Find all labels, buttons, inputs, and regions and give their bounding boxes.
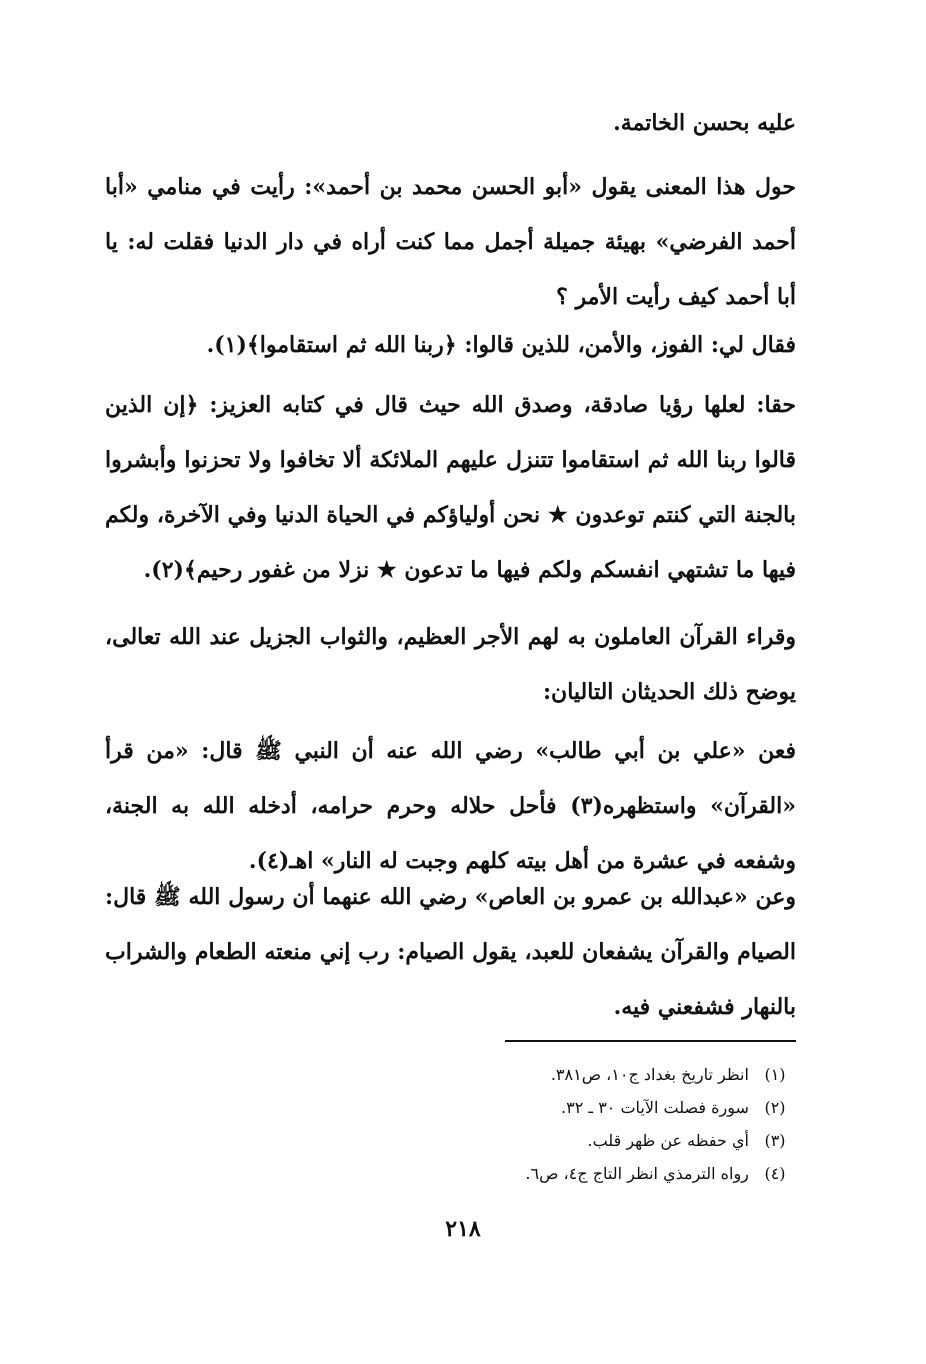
paragraph-4-quran-verse: حقا: لعلها رؤيا صادقة، وصدق الله حيث قال في كتابه العزيز: ﴿إن الذين قالوا ربنا الله ثم استقاموا تتنزل عليهم الملائكة ألا تخافوا ولا تحزنوا وأبشروا بالجنة التي كنتم توعدون ★ نحن أولياؤكم في الحياة الدنيا وفي الآخرة، ولكم فيها ما تشتهي انفسكم ولكم فيها ما تدعون ★ نزلا من غفور رحيم﴾(٢). (105, 392, 796, 583)
paragraph-7-hadith: وعن «عبدالله بن عمرو بن العاص» رضي الله عنهما أن رسول الله ﷺ قال: الصيام والقرآن يشفعان للعبد، يقول الصيام: رب إني منعته الطعام والشراب بالنهار فشفعني فيه. (105, 884, 796, 1020)
paragraph-1: عليه بحسن الخاتمة. (613, 110, 796, 136)
footnote-4 (300, 1157, 796, 1190)
footnote-2 (300, 1091, 796, 1124)
paragraph-2: حول هذا المعنى يقول «أبو الحسن محمد بن أحمد»: رأيت في منامي «أبا أحمد الفرضي» بهيئة جميلة أجمل مما كنت أراه في دار الدنيا فقلت له: يا أبا أحمد كيف رأيت الأمر ؟ (105, 174, 796, 310)
paragraph-5: وقراء القرآن العاملون به لهم الأجر العظيم، والثواب الجزيل عند الله تعالى، يوضح ذلك الحديثان التاليان: (105, 624, 796, 705)
paragraph-6-hadith: فعن «علي بن أبي طالب» رضي الله عنه أن النبي ﷺ قال: «من قرأ «القرآن» واستظهره(٣) فأحل حلاله وحرم حرامه، أدخله الله به الجنة، وشفعه في عشرة من أهل بيته كلهم وجبت له النار» اهـ(٤). (105, 738, 796, 874)
page-number: ٢١٨ (445, 1216, 481, 1242)
footnote-number: (٣) (764, 1131, 786, 1150)
footnote-divider (505, 1040, 796, 1042)
footnote-number: (٤) (764, 1164, 786, 1183)
footnote-number: (١) (764, 1065, 786, 1084)
footnote-text: انظر تاريخ بغداد ج١٠، ص٣٨١. (550, 1065, 749, 1084)
footnote-text: رواه الترمذي انظر التاج ج٤، ص٦. (525, 1164, 749, 1183)
footnote-number: (٢) (764, 1098, 786, 1117)
footnote-1 (300, 1058, 796, 1091)
footnote-text: أي حفظه عن ظهر قلب. (587, 1131, 749, 1150)
paragraph-3: فقال لي: الفوز، والأمن، للذين قالوا: ﴿ربنا الله ثم استقاموا﴾(١). (206, 332, 796, 358)
footnote-text: سورة فصلت الآيات ٣٠ ـ ٣٢. (561, 1098, 749, 1117)
footnote-3 (300, 1124, 796, 1157)
